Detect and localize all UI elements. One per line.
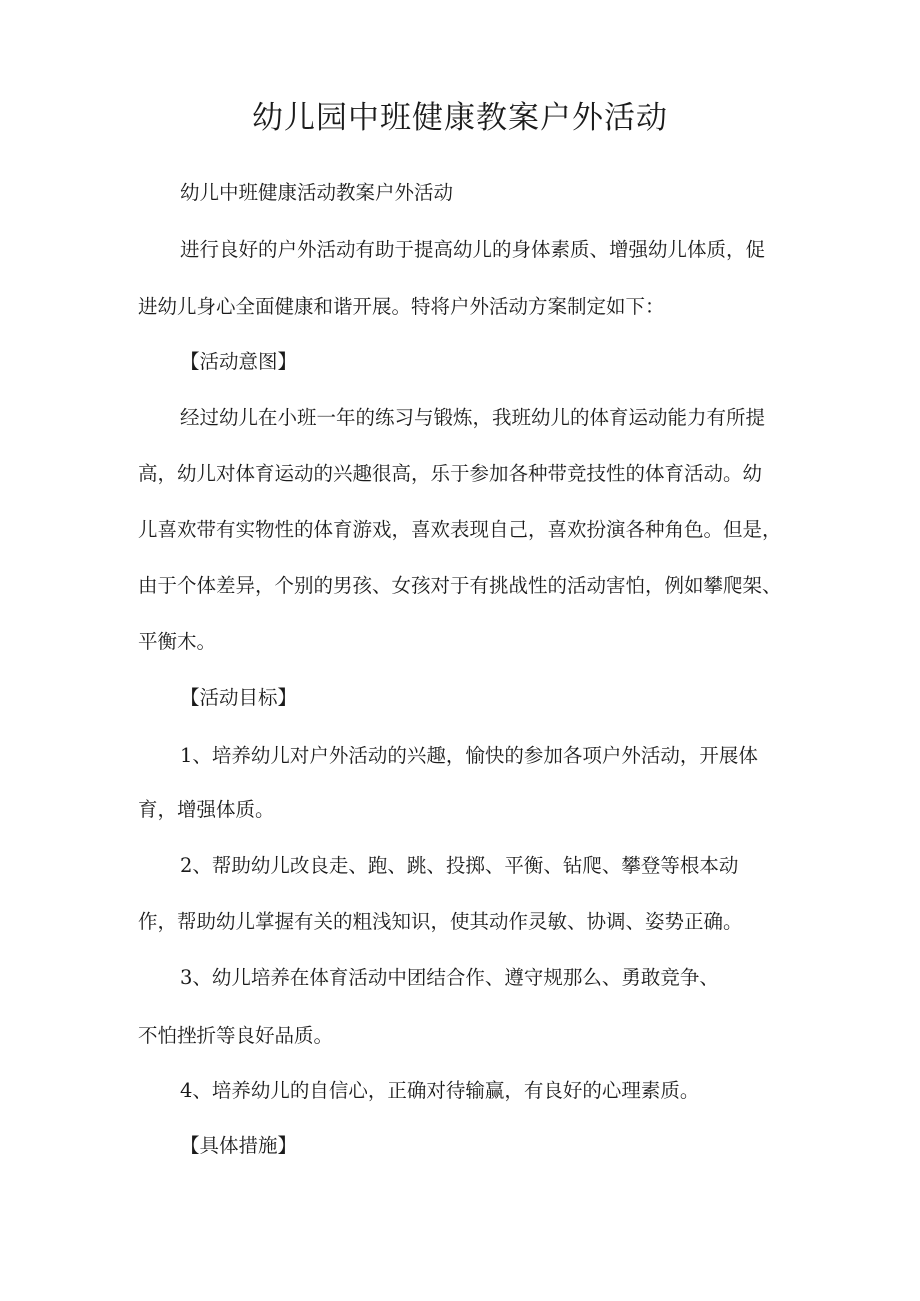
- section-heading-intent: 【活动意图】: [180, 350, 298, 373]
- intent-line-5: 平衡木。: [138, 630, 217, 653]
- document-subtitle: 幼儿中班健康活动教案户外活动: [180, 181, 454, 204]
- section-heading-measures: 【具体措施】: [180, 1134, 298, 1157]
- intent-line-2: 高，幼儿对体育运动的兴趣很高，乐于参加各种带竞技性的体育活动。幼: [138, 462, 763, 485]
- document-title: 幼儿园中班健康教案户外活动: [252, 100, 668, 136]
- intent-line-4: 由于个体差异，个别的男孩、女孩对于有挑战性的活动害怕，例如攀爬架、: [138, 574, 782, 597]
- goal-2-line-1: 2、帮助幼儿改良走、跑、跳、投掷、平衡、钻爬、攀登等根本动: [180, 854, 739, 877]
- goal-3-line-1: 3、幼儿培养在体育活动中团结合作、遵守规那么、勇敢竞争、: [180, 966, 719, 989]
- intent-line-1: 经过幼儿在小班一年的练习与锻炼，我班幼儿的体育运动能力有所提: [180, 406, 766, 429]
- goal-1-line-2: 育，增强体质。: [138, 798, 275, 821]
- goal-4-line-1: 4、培养幼儿的自信心，正确对待输赢，有良好的心理素质。: [180, 1079, 700, 1102]
- goal-3-line-2: 不怕挫折等良好品质。: [138, 1024, 334, 1047]
- goal-1-line-1: 1、培养幼儿对户外活动的兴趣，愉快的参加各项户外活动，开展体: [180, 744, 758, 767]
- intent-line-3: 儿喜欢带有实物性的体育游戏，喜欢表现自己，喜欢扮演各种角色。但是，: [138, 518, 782, 541]
- goal-2-line-2: 作，帮助幼儿掌握有关的粗浅知识，使其动作灵敏、协调、姿势正确。: [138, 910, 743, 933]
- section-heading-goals: 【活动目标】: [180, 686, 298, 709]
- intro-line-1: 进行良好的户外活动有助于提高幼儿的身体素质、增强幼儿体质，促: [180, 238, 766, 261]
- intro-line-2: 进幼儿身心全面健康和谐开展。特将户外活动方案制定如下：: [138, 295, 665, 318]
